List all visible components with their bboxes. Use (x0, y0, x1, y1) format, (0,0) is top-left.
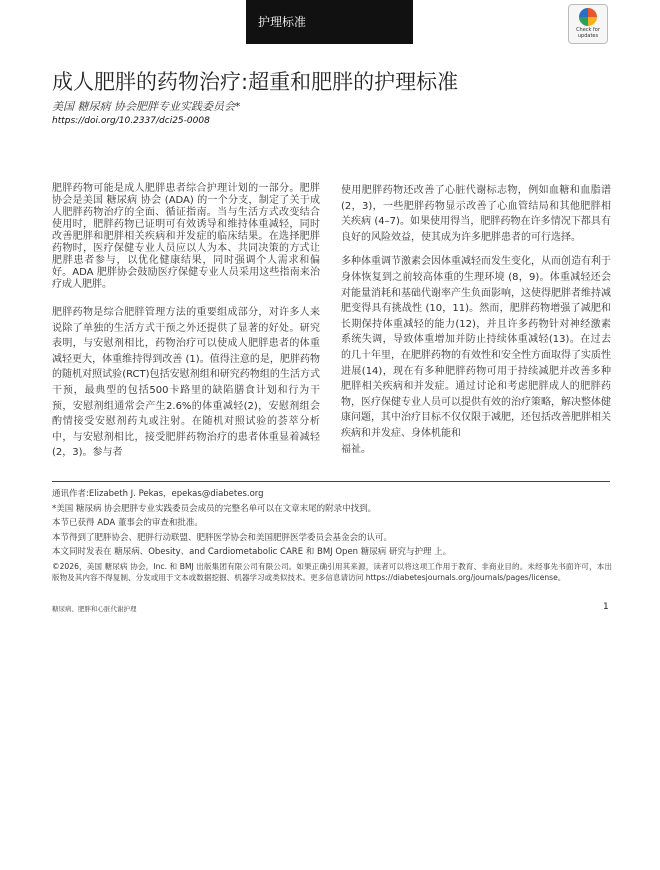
body-paragraph-2-end: 福祉。 (341, 443, 371, 455)
section-tab: 护理标准 (246, 0, 413, 44)
check-for-updates-label: Check for updates (576, 27, 600, 39)
abstract-paragraph: 肥胖药物可能是成人肥胖患者综合护理计划的一部分。肥胖协会是美国 糖尿病 协会 (ADA) 的一个分支，制定了关于成人肥胖药物治疗的全面、循证指南。当与生活方式改变结合使用时，肥胖药物已证明可有效诱导和维持体重减轻，同时改善肥胖和肥胖相关疾病和并发症的临床结果。在选择肥胖药物时，医疗保健专业人员应以人为本、共同决策的方式让肥胖患者参与，以优化健康结果，同时强调个人需求和偏好。ADA 肥胖协会鼓励医疗保健专业人员采用这些指南来治疗成人肥胖。 (52, 183, 320, 290)
journal-name: 糖尿病、肥胖和心脏代谢护理 (52, 605, 137, 613)
left-column (52, 183, 320, 461)
page-number: 1 (603, 602, 609, 612)
article-title: 成人肥胖的药物治疗:超重和肥胖的护理标准 (52, 70, 459, 94)
body-paragraph-1: 使用肥胖药物还改善了心脏代谢标志物，例如血糖和血脂谱 (2，3)，一些肥胖药物显示改善了心血管结局和其他肥胖相关疾病 (4–7)。如果使用得当，肥胖药物在许多情况下都具有良好的风险效益，使其成为许多肥胖患者的可行选择。 (341, 185, 611, 243)
footnotes (52, 488, 612, 583)
footnote-endorsement: 本节得到了肥胖协会、肥胖行动联盟、肥胖医学协会和美国肥胖医学委员会基金会的认可。 (52, 532, 393, 543)
footnote-approval: 本节已获得 ADA 董事会的审查和批准。 (52, 518, 203, 528)
right-column (341, 183, 611, 457)
footnote-committee: *美国 糖尿病 协会肥胖专业实践委员会成员的完整名单可以在文章末尾的附录中找到。 (52, 503, 377, 514)
check-for-updates-badge[interactable] (568, 4, 608, 44)
footnote-divider (52, 481, 610, 482)
intro-paragraph: 肥胖药物是综合肥胖管理方法的重要组成部分，对许多人来说除了单独的生活方式干预之外还提供了显著的好处。研究表明，与安慰剂相比，药物治疗可以使成人肥胖患者的体重减轻更大，体重维持得到改善 (1)。值得注意的是，肥胖药物的随机对照试验(RCT)包括安慰剂组和研究药物组的生活方式干预，最典型的包括500卡路里的缺陷膳食计划和行为干预，安慰剂组通常会产生2.6%的体重减轻(2)，安慰剂组会酌情接受安慰剂药丸或注射。在随机对照试验的荟萃分析中，与安慰剂相比，接受肥胖药物治疗的患者体重显着减轻 (2，3)。参与者 (52, 307, 320, 459)
article-authors: 美国 糖尿病 协会肥胖专业实践委员会* (52, 100, 241, 113)
body-paragraph-2: 多种体重调节激素会因体重减轻而发生变化，从而创造有利于身体恢复到之前较高体重的生理环境 (8，9)。体重减轻还会对能量消耗和基础代谢率产生负面影响，这使得肥胖者维持减肥变得具有挑战性 (10，11)。然而，肥胖药物增强了减肥和长期保持体重减轻的能力(12)，并且许多药物针对神经激素系统失调，导致体重增加并防止持续体重减轻(13)。在过去的几十年里，在肥胖药物的有效性和安全性方面取得了实质性进展(14)，现在有多种肥胖药物可用于持续减肥并改善多种肥胖相关疾病和并发症。通过讨论和考虑肥胖成人的肥胖药物，医疗保健专业人员可以提供有效的治疗策略，解决整体健康问题，其中治疗目标不仅仅限于减肥，还包括改善肥胖相关疾病和并发症、身体机能和 (341, 256, 611, 439)
check-for-updates-icon (579, 8, 597, 26)
footnote-corresponding-author: 通讯作者:Elizabeth J. Pekas，epekas@diabetes.org (52, 489, 264, 499)
footnote-copyright: ©2026，美国 糖尿病 协会，Inc. 和 BMJ 出版集团有限公司有限公司。如果正确引用其来源，读者可以将这项工作用于教育、非商业目的。未经事先书面许可，本出版物及其内容不得复制、分发或用于文本或数据挖掘、机器学习或类似技术。更多信息请访问 https://diabetesjournals.org/journals/pages/license。 (52, 561, 612, 582)
footnote-copublished: 本文同时发表在 糖尿病、Obesity、and Cardiometabolic CARE 和 BMJ Open 糖尿病 研究与护理 上。 (52, 547, 452, 557)
article-doi-link[interactable]: https://doi.org/10.2337/dci25-0008 (52, 116, 210, 126)
